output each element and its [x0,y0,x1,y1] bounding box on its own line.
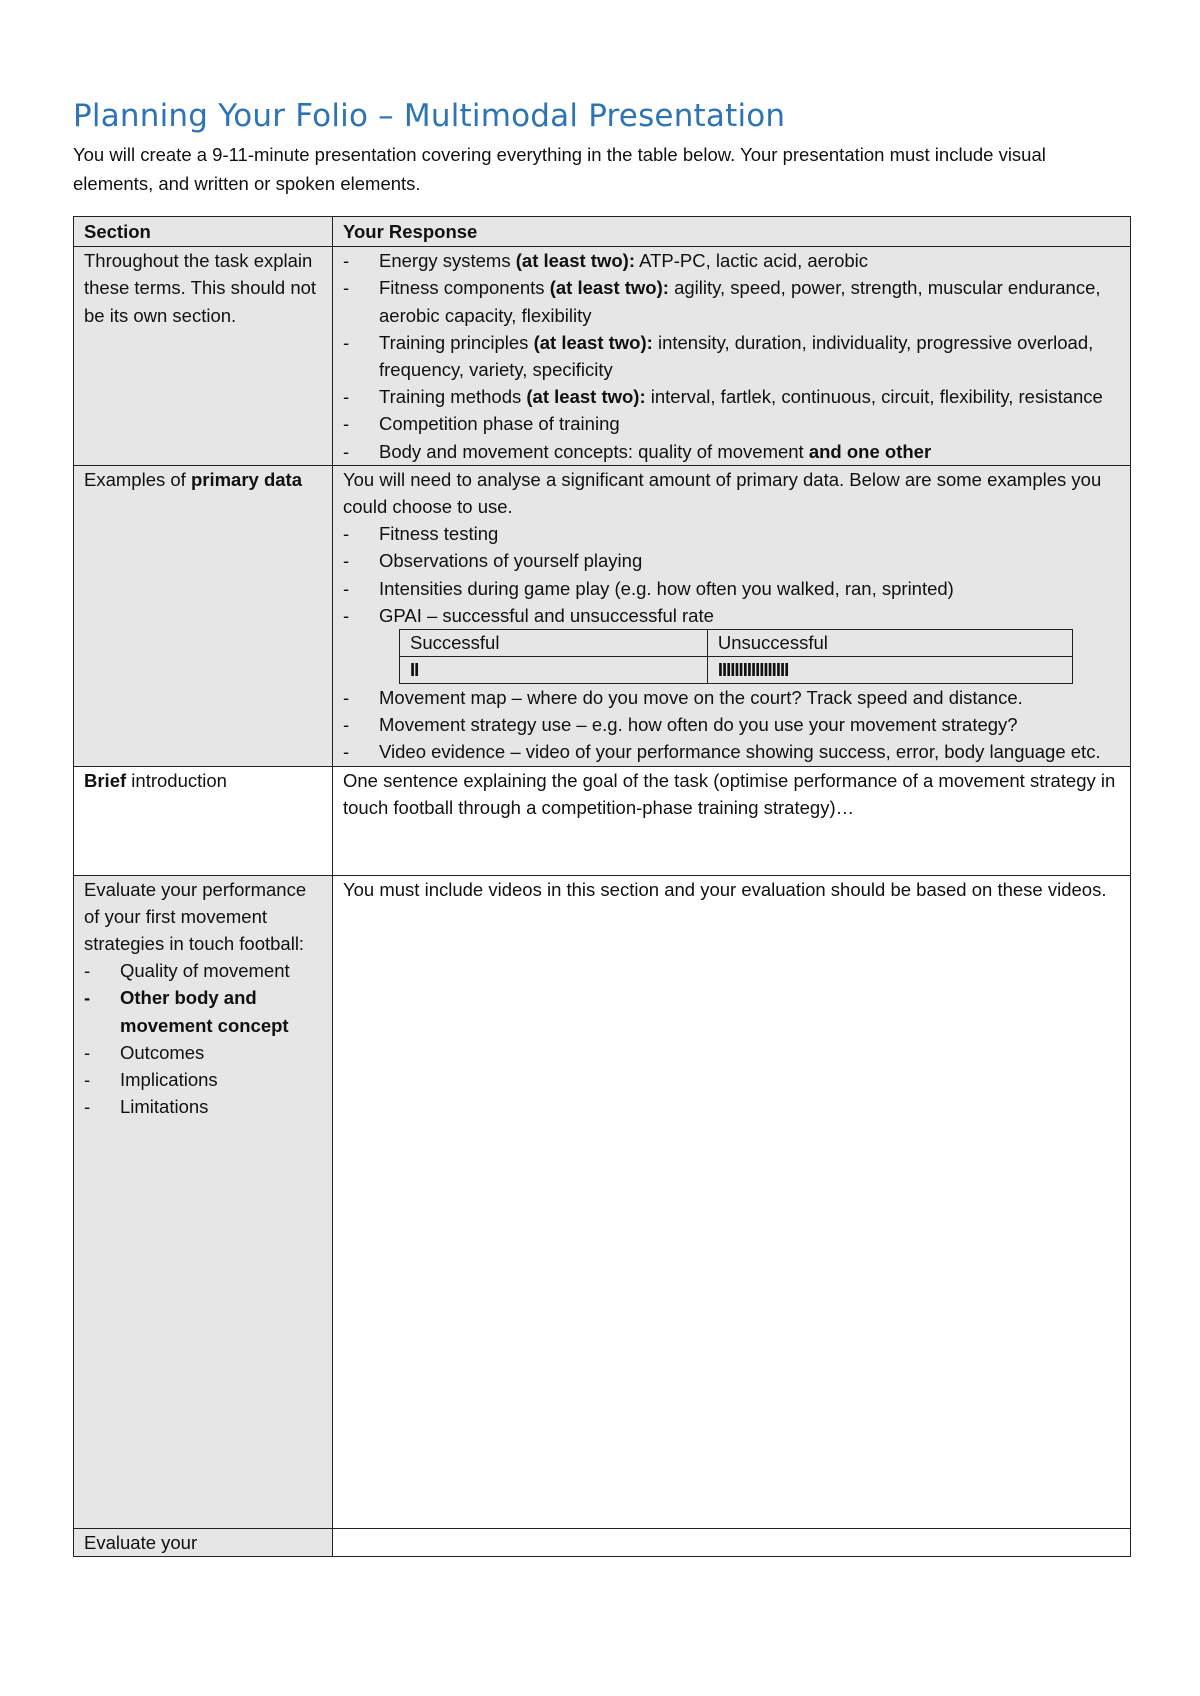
list-item: - Quality of movement [84,957,322,984]
table-header-row [74,217,1131,247]
primary-response-cell [333,465,1131,766]
list-item: - Limitations [84,1093,322,1120]
gpai-unsuccessful-label: Unsuccessful [707,630,1072,657]
list-item: - Energy systems (at least two): ATP-PC, lactic acid, aerobic [343,247,1120,274]
list-item: - Fitness testing [343,520,1120,547]
gpai-successful-tally: II [400,657,708,684]
header-section: Section [74,217,333,247]
primary-list-continued [343,684,1120,766]
page-title: Planning Your Folio – Multimodal Presentation [73,98,786,134]
table-row-brief-intro [74,766,1131,875]
list-item: - Other body and movement concept [84,984,322,1038]
gpai-successful-label: Successful [400,630,708,657]
table-row-primary-data [74,465,1131,766]
list-item: - Movement strategy use – e.g. how often do you use your movement strategy? [343,711,1120,738]
gpai-table [399,629,1073,684]
table-row-terms [74,247,1131,466]
table-row-evaluate-first [74,875,1131,1528]
list-item: - Observations of yourself playing [343,547,1120,574]
planning-table [73,216,1131,1557]
evaluate-second-response-cell [333,1528,1131,1556]
brief-section-cell: Brief introduction [74,766,333,875]
list-item: - Training principles (at least two): intensity, duration, individuality, progressive overload, frequency, variety, specificity [343,329,1120,383]
list-item: - Outcomes [84,1039,322,1066]
gpai-unsuccessful-tally: IIIIIIIIIIIIIIIII [707,657,1072,684]
evaluate-section-cell [74,875,333,1528]
list-item: - Movement map – where do you move on the court? Track speed and distance. [343,684,1120,711]
evaluate-second-section-cell: Evaluate your [74,1528,333,1556]
list-item: - GPAI – successful and unsuccessful rate [343,602,1120,629]
list-item: - Body and movement concepts: quality of movement and one other [343,438,1120,465]
header-response: Your Response [333,217,1131,247]
list-item: - Intensities during game play (e.g. how often you walked, ran, sprinted) [343,575,1120,602]
list-item: - Implications [84,1066,322,1093]
evaluate-section-text: Evaluate your performance of your first movement strategies in touch football: [84,878,307,955]
terms-section-cell: Throughout the task explain these terms. This should not be its own section. [74,247,333,466]
primary-section-cell: Examples of primary data [74,465,333,766]
list-item: - Training methods (at least two): interval, fartlek, continuous, circuit, flexibility, resistance [343,383,1120,410]
list-item: - Video evidence – video of your performance showing success, error, body language etc. [343,738,1120,765]
intro-paragraph: You will create a 9-11-minute presentation covering everything in the table below. Your presentation must include visual elements, and written or spoken elements. [73,144,1046,194]
document-page [73,96,1131,1557]
primary-intro: You will need to analyse a significant amount of primary data. Below are some examples you could choose to use. [343,468,1102,518]
list-item: - Fitness components (at least two): agility, speed, power, strength, muscular endurance, aerobic capacity, flexibility [343,274,1120,328]
evaluate-response-cell: You must include videos in this section and your evaluation should be based on these videos. [333,875,1131,1528]
terms-response-cell [333,247,1131,466]
evaluate-list [84,957,322,1120]
list-item: - Competition phase of training [343,410,1120,437]
brief-response-cell: One sentence explaining the goal of the task (optimise performance of a movement strategy in touch football through a competition-phase training strategy)… [333,766,1131,875]
table-row-evaluate-second [74,1528,1131,1556]
primary-list [343,520,1120,629]
terms-list [343,247,1120,465]
